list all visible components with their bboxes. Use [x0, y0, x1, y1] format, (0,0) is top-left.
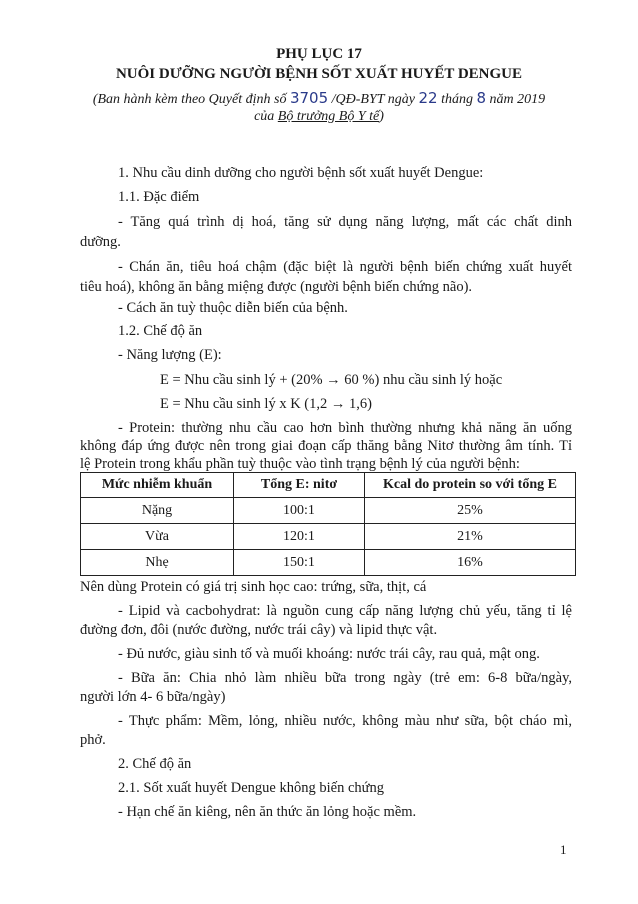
- water-bullet: - Đủ nước, giàu sinh tố và muối khoáng: nước trái cây, rau quả, mật ong.: [118, 646, 540, 662]
- issuance-mid1: /QĐ-BYT ngày: [331, 92, 415, 107]
- lipid-line-2: đường đơn, đôi (nước đường, nước trái cây) và lipid thực vật.: [80, 622, 438, 638]
- page-number: 1: [560, 842, 567, 857]
- energy-formula-2: E = Nhu cầu sinh lý x K (1,2 → 1,6): [160, 396, 372, 412]
- meal-line-2: người lớn 4- 6 bữa/ngày): [80, 689, 226, 705]
- decision-number: 3705: [289, 89, 329, 107]
- appendix-title: PHỤ LỤC 17: [276, 46, 362, 62]
- table-header-row: [81, 473, 576, 498]
- section-1-1-heading: 1.1. Đặc điểm: [118, 189, 200, 205]
- bullet-1-line-1: - Tăng quá trình dị hoá, tăng sử dụng năng lượng, mất các chất dinh: [118, 214, 572, 230]
- diet-limit-bullet: - Hạn chế ăn kiêng, nên ăn thức ăn lỏng hoặc mềm.: [118, 804, 417, 820]
- section-2-heading: 2. Chế độ ăn: [118, 756, 192, 772]
- issuer-prefix: của: [254, 109, 278, 124]
- table-cell: 100:1: [234, 498, 365, 524]
- table-header-cell: Tổng E: nitơ: [234, 473, 365, 498]
- table-cell: 25%: [365, 498, 576, 524]
- table-cell: 16%: [365, 550, 576, 576]
- food-line-2: phở.: [80, 732, 106, 748]
- table-row: [81, 524, 576, 550]
- protein-recommendation: Nên dùng Protein có giá trị sinh học cao: trứng, sữa, thịt, cá: [80, 579, 427, 595]
- section-2-1-heading: 2.1. Sốt xuất huyết Dengue không biến chứng: [118, 780, 384, 796]
- meal-line-1: - Bữa ăn: Chia nhỏ làm nhiều bữa trong ngày (trẻ em: 6-8 bữa/ngày,: [118, 670, 572, 686]
- issuance-prefix: (Ban hành kèm theo Quyết định số: [92, 92, 287, 107]
- issuer-name: Bộ trưởng Bộ Y tế: [277, 109, 380, 124]
- issue-month: 8: [476, 89, 487, 107]
- food-line-1: - Thực phẩm: Mềm, lỏng, nhiều nước, không màu như sữa, bột cháo mì,: [118, 713, 572, 729]
- appendix-subtitle: NUÔI DƯỠNG NGƯỜI BỆNH SỐT XUẤT HUYẾT DENGUE: [115, 66, 523, 82]
- table-cell: Vừa: [81, 524, 234, 550]
- table-cell: Nặng: [81, 498, 234, 524]
- table-cell: 150:1: [234, 550, 365, 576]
- issue-day: 22: [418, 89, 438, 107]
- section-1-heading: 1. Nhu cầu dinh dưỡng cho người bệnh sốt xuất huyết Dengue:: [118, 165, 484, 181]
- protein-line-1: - Protein: thường nhu cầu cao hơn bình thường nhưng khả năng ăn uống: [118, 420, 572, 436]
- energy-label: - Năng lượng (E):: [118, 347, 222, 363]
- bullet-2-line-1: - Chán ăn, tiêu hoá chậm (đặc biệt là người bệnh biến chứng xuất huyết: [118, 259, 572, 275]
- table-cell: 21%: [365, 524, 576, 550]
- protein-line-3: lệ Protein trong khẩu phần tuỳ thuộc vào tình trạng bệnh lý của người bệnh:: [80, 456, 520, 472]
- issuer-suffix: ): [379, 109, 384, 124]
- table-row: [81, 550, 576, 576]
- protein-ratio-table: [80, 472, 576, 576]
- lipid-line-1: - Lipid và cacbohydrat: là nguồn cung cấp năng lượng chủ yếu, tăng tỉ lệ: [118, 603, 572, 619]
- issuer-line: [0, 109, 638, 125]
- table-cell: 120:1: [234, 524, 365, 550]
- bullet-1-line-2: dưỡng.: [80, 234, 121, 250]
- table-header-cell: Kcal do protein so với tổng E: [365, 473, 576, 498]
- issuance-line: [0, 89, 638, 108]
- protein-line-2: không đáp ứng được nên trong giai đoạn cấp thăng bằng Nitơ thường âm tính. Tỉ: [80, 438, 572, 454]
- bullet-3: - Cách ăn tuỳ thuộc diễn biến của bệnh.: [118, 300, 348, 316]
- issuance-suffix: năm 2019: [489, 92, 546, 107]
- section-1-2-heading: 1.2. Chế độ ăn: [118, 323, 203, 339]
- energy-formula-1: E = Nhu cầu sinh lý + (20% → 60 %) nhu cầu sinh lý hoặc: [160, 372, 503, 388]
- table-row: [81, 498, 576, 524]
- table-header-cell: Mức nhiễm khuẩn: [81, 473, 234, 498]
- table-cell: Nhẹ: [81, 550, 234, 576]
- bullet-2-line-2: tiêu hoá), không ăn bằng miệng được (người bệnh biến chứng não).: [80, 279, 473, 295]
- issuance-mid2: tháng: [441, 92, 473, 107]
